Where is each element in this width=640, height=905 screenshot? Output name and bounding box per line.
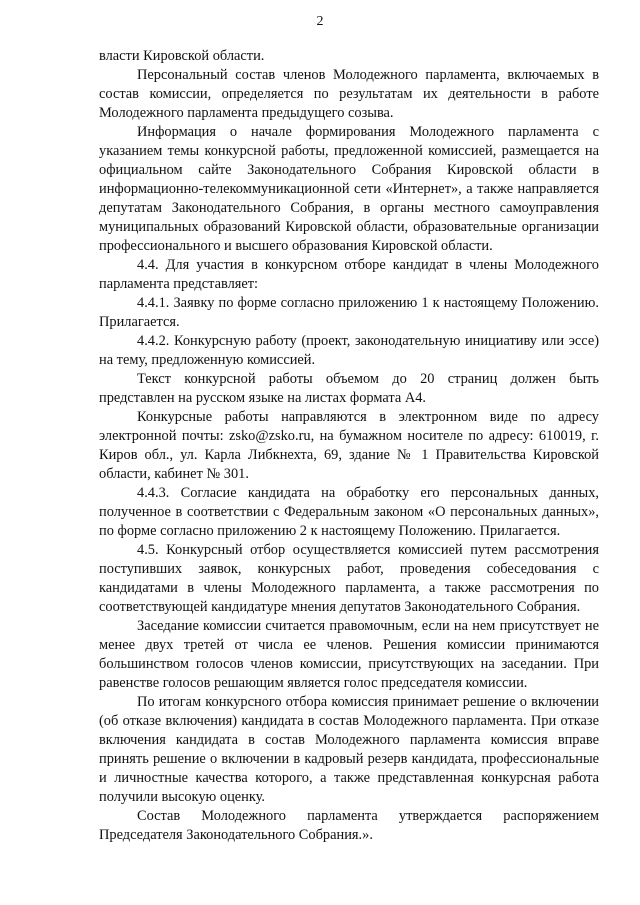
paragraph: Конкурсные работы направляются в электронном виде по адресу электронной почты: zsko@zsko.ru, на бумажном носителе по адресу: 610019, г. Киров обл., ул. Карла Либкнехта, 69, здание № 1 Правительства Кировской области, кабинет № 301. [99, 409, 599, 482]
paragraph: 4.4. Для участия в конкурсном отборе кандидат в члены Молодежного парламента представляет: [99, 257, 599, 292]
document-body [99, 47, 599, 845]
paragraph: Состав Молодежного парламента утверждается распоряжением Председателя Законодательного Собрания.». [99, 808, 599, 843]
paragraph: Информация о начале формирования Молодежного парламента с указанием темы конкурсной работы, предложенной комиссией, размещается на официальном сайте Законодательного Собрания Кировской области в информационно-телекоммуникационной сети «Интернет», а также направляется депутатам Законодательного Собрания, в органы местного самоуправления муниципальных образований Кировской области, образовательные организации профессионального и высшего образования Кировской области. [99, 124, 599, 254]
paragraph: власти Кировской области. [99, 48, 265, 64]
paragraph: 4.5. Конкурсный отбор осуществляется комиссией путем рассмотрения поступивших заявок, конкурсных работ, проведения собеседования с кандидатами в члены Молодежного парламента, а также рассмотрения по соответствующей кандидатуре мнения депутатов Законодательного Собрания. [99, 542, 599, 615]
paragraph: 4.4.1. Заявку по форме согласно приложению 1 к настоящему Положению. Прилагается. [99, 295, 599, 330]
paragraph: 4.4.3. Согласие кандидата на обработку его персональных данных, полученное в соответствии с Федеральным законом «О персональных данных», по форме согласно приложению 2 к настоящему Положению. Прилагается. [99, 485, 599, 539]
paragraph: Заседание комиссии считается правомочным, если на нем присутствует не менее двух третей от числа ее членов. Решения комиссии принимаются большинством голосов членов комиссии, присутствующих на заседании. При равенстве голосов решающим является голос председателя комиссии. [99, 618, 599, 691]
page-number: 2 [316, 14, 324, 29]
paragraph: 4.4.2. Конкурсную работу (проект, законодательную инициативу или эссе) на тему, предложенную комиссией. [99, 333, 599, 368]
paragraph: Персональный состав членов Молодежного парламента, включаемых в состав комиссии, определяется по результатам их деятельности в работе Молодежного парламента предыдущего созыва. [99, 67, 599, 121]
paragraph: По итогам конкурсного отбора комиссия принимает решение о включении (об отказе включения) кандидата в состав Молодежного парламента. При отказе включения кандидата в состав Молодежного парламента комиссия вправе принять решение о включении в кадровый резерв кандидата, профессиональные и личностные качества которого, а также представленная конкурсная работа получили высокую оценку. [99, 694, 599, 805]
paragraph: Текст конкурсной работы объемом до 20 страниц должен быть представлен на русском языке на листах формата А4. [99, 371, 599, 406]
